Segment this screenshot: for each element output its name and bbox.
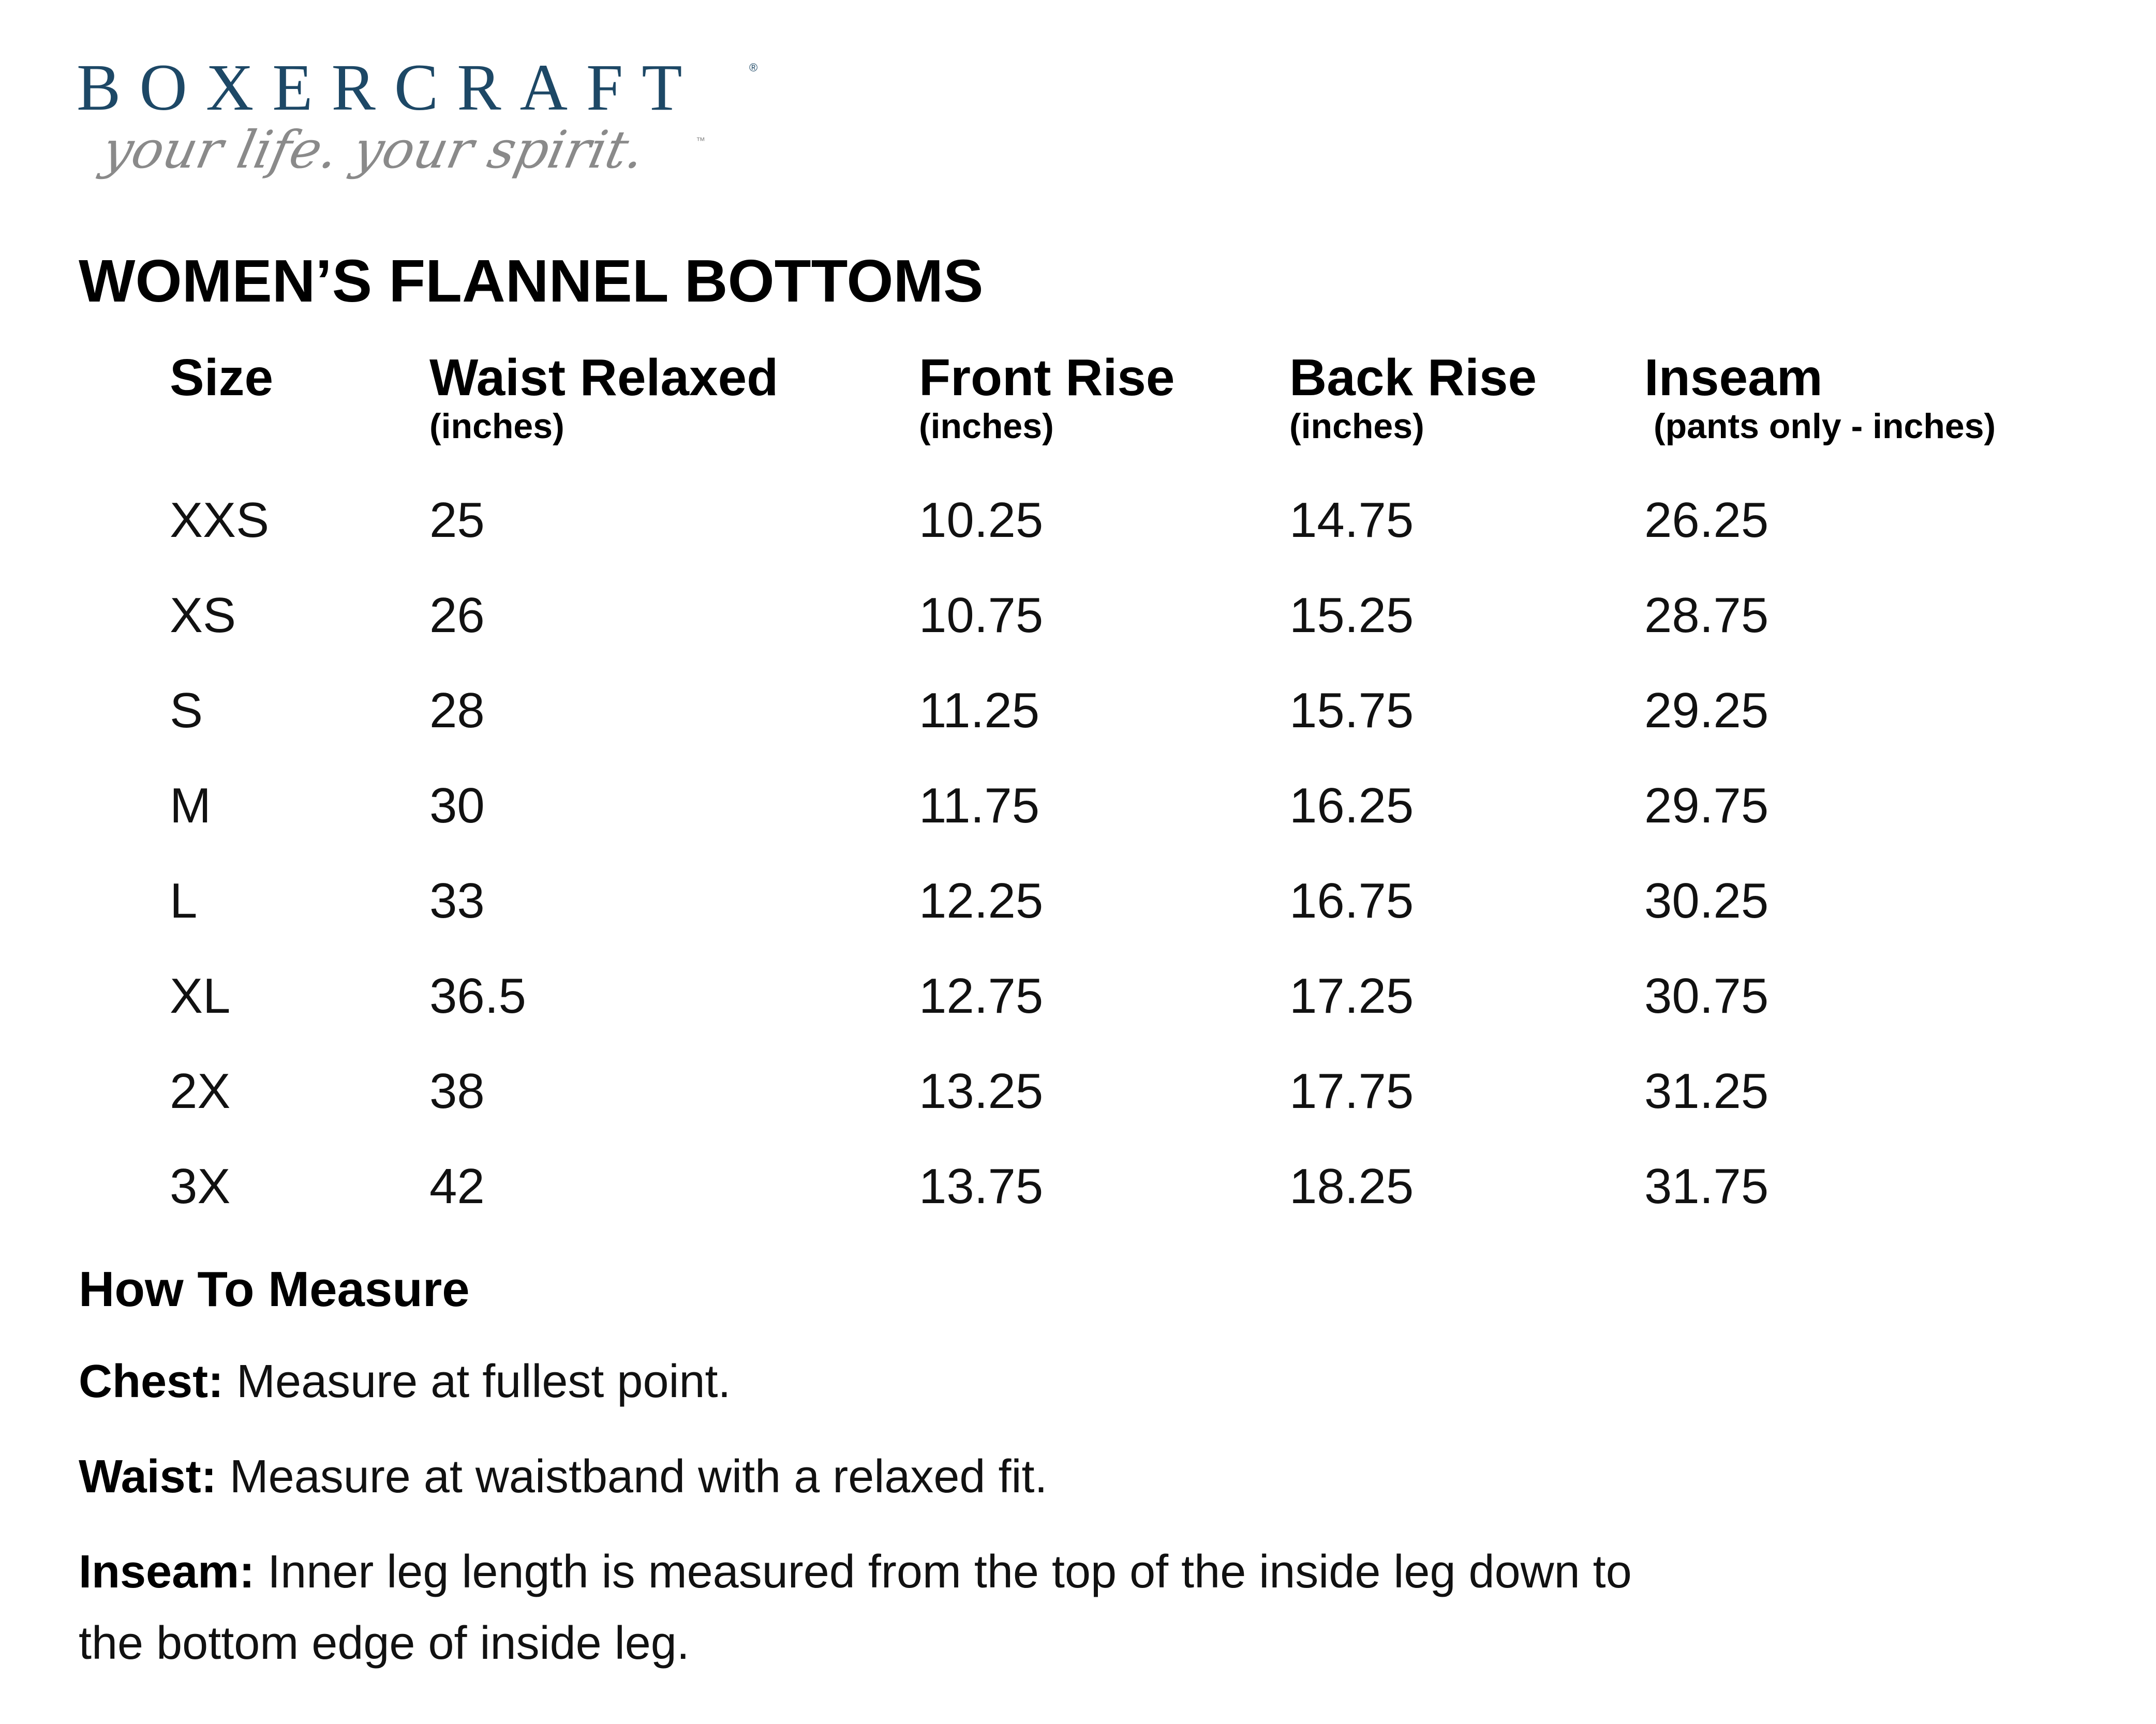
cell-inseam: 29.25 bbox=[1644, 683, 1769, 738]
cell-inseam: 29.75 bbox=[1644, 778, 1769, 833]
cell-size: M bbox=[170, 778, 211, 833]
column-header-size bbox=[170, 349, 274, 407]
measure-label: Inseam: bbox=[79, 1546, 255, 1598]
cell-front-rise: 10.75 bbox=[919, 588, 1044, 643]
measure-inseam bbox=[79, 1547, 1632, 1598]
cell-back-rise: 14.75 bbox=[1289, 492, 1414, 548]
table-row bbox=[0, 683, 2156, 781]
table-row bbox=[0, 1063, 2156, 1162]
cell-waist: 38 bbox=[429, 1063, 485, 1119]
cell-front-rise: 13.75 bbox=[919, 1159, 1044, 1214]
cell-inseam: 31.75 bbox=[1644, 1159, 1769, 1214]
table-row bbox=[0, 492, 2156, 591]
cell-back-rise: 17.75 bbox=[1289, 1063, 1414, 1119]
cell-waist: 33 bbox=[429, 873, 485, 928]
column-header-label: Front Rise bbox=[919, 349, 1175, 407]
measure-label: Waist: bbox=[79, 1451, 217, 1503]
column-header-unit: (inches) bbox=[919, 407, 1054, 446]
column-header-unit: (inches) bbox=[429, 407, 564, 446]
table-row bbox=[0, 968, 2156, 1067]
cell-front-rise: 12.25 bbox=[919, 873, 1044, 928]
column-header-label: Inseam bbox=[1644, 349, 1823, 407]
cell-waist: 30 bbox=[429, 778, 485, 833]
cell-waist: 26 bbox=[429, 588, 485, 643]
cell-front-rise: 13.25 bbox=[919, 1063, 1044, 1119]
measure-label: Chest: bbox=[79, 1356, 224, 1407]
table-row bbox=[0, 778, 2156, 876]
cell-waist: 28 bbox=[429, 683, 485, 738]
cell-inseam: 30.25 bbox=[1644, 873, 1769, 928]
brand-tagline: your life. your spirit. bbox=[97, 119, 650, 180]
cell-inseam: 28.75 bbox=[1644, 588, 1769, 643]
cell-waist: 25 bbox=[429, 492, 485, 548]
column-header-label: Back Rise bbox=[1289, 349, 1537, 407]
measure-waist bbox=[79, 1451, 1048, 1503]
registered-mark: ® bbox=[749, 61, 758, 74]
cell-size: XXS bbox=[170, 492, 270, 548]
cell-inseam: 30.75 bbox=[1644, 968, 1769, 1024]
cell-back-rise: 16.75 bbox=[1289, 873, 1414, 928]
cell-front-rise: 12.75 bbox=[919, 968, 1044, 1024]
cell-inseam: 26.25 bbox=[1644, 492, 1769, 548]
table-row bbox=[0, 588, 2156, 686]
column-header-label: Waist Relaxed bbox=[429, 349, 779, 407]
cell-size: 3X bbox=[170, 1159, 231, 1214]
column-header-front-rise bbox=[919, 349, 1175, 446]
table-row bbox=[0, 873, 2156, 971]
measure-text: Measure at waistband with a relaxed fit. bbox=[229, 1451, 1048, 1503]
column-header-unit: (inches) bbox=[1289, 407, 1424, 446]
column-header-unit: (pants only - inches) bbox=[1654, 407, 1996, 446]
brand-name: BOXERCRAFT bbox=[77, 51, 701, 124]
cell-front-rise: 11.25 bbox=[919, 683, 1040, 738]
cell-inseam: 31.25 bbox=[1644, 1063, 1769, 1119]
measure-chest bbox=[79, 1356, 731, 1407]
cell-waist: 36.5 bbox=[429, 968, 526, 1024]
cell-back-rise: 15.75 bbox=[1289, 683, 1414, 738]
cell-back-rise: 18.25 bbox=[1289, 1159, 1414, 1214]
column-header-back-rise bbox=[1289, 349, 1537, 446]
cell-back-rise: 17.25 bbox=[1289, 968, 1414, 1024]
column-header-label: Size bbox=[170, 349, 274, 407]
cell-size: 2X bbox=[170, 1063, 231, 1119]
measure-text: Inner leg length is measured from the top of the inside leg down to bbox=[267, 1546, 1632, 1598]
trademark-mark: ™ bbox=[696, 136, 705, 146]
column-header-inseam bbox=[1644, 349, 1996, 446]
cell-front-rise: 10.25 bbox=[919, 492, 1044, 548]
measure-text: Measure at fullest point. bbox=[236, 1356, 731, 1407]
cell-size: S bbox=[170, 683, 203, 738]
cell-back-rise: 16.25 bbox=[1289, 778, 1414, 833]
document-title: WOMEN’S FLANNEL BOTTOMS bbox=[79, 247, 984, 314]
cell-front-rise: 11.75 bbox=[919, 778, 1040, 833]
cell-size: XS bbox=[170, 588, 236, 643]
column-header-waist bbox=[429, 349, 779, 446]
how-to-measure-heading: How To Measure bbox=[79, 1262, 470, 1317]
cell-back-rise: 15.25 bbox=[1289, 588, 1414, 643]
measure-inseam-continued: the bottom edge of inside leg. bbox=[79, 1617, 690, 1669]
cell-waist: 42 bbox=[429, 1159, 485, 1214]
cell-size: XL bbox=[170, 968, 231, 1024]
table-row bbox=[0, 1159, 2156, 1257]
cell-size: L bbox=[170, 873, 198, 928]
